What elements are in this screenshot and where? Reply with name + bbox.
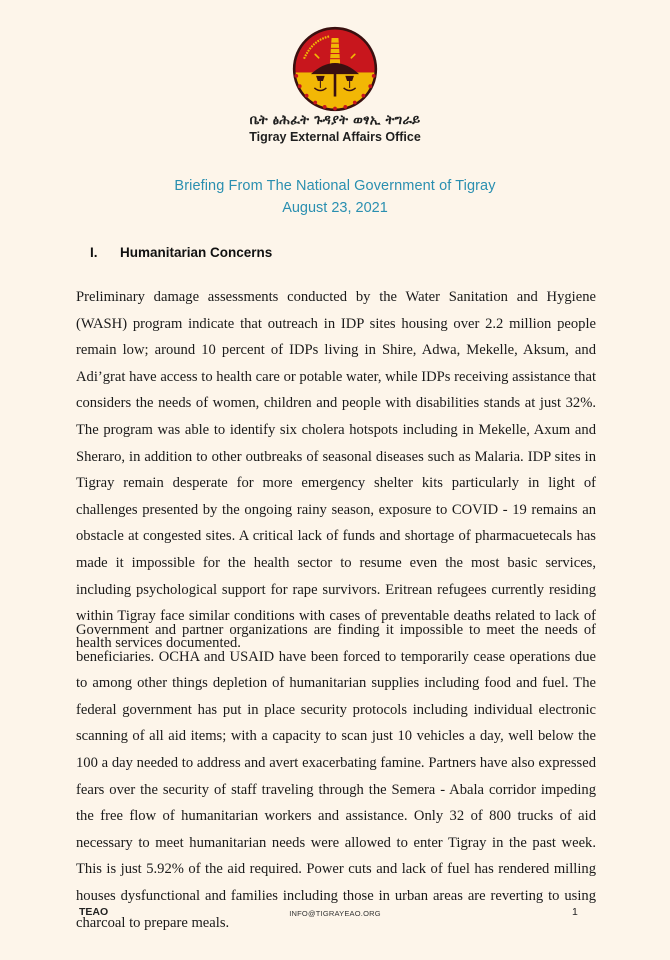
section-heading	[90, 245, 272, 260]
briefing-date: August 23, 2021	[282, 200, 388, 216]
org-name-amharic: ቤት ፅሕፈት ጉዳያት ወፃኢ ትግራይ	[249, 113, 421, 128]
body-paragraph-1: Preliminary damage assessments conducted by the Water Sanitation and Hygiene (WASH) program indicate that outreach in IDP sites housing over 2.2 million people remain low; around 10 percent of IDPs living in Shire, Adwa, Mekelle, Aksum, and Adi’grat have access to health care or potable water, while IDPs receiving assistance that considers the needs of women, children and people with disabilities stands at just 32%. The program was able to identify six cholera hotspots including in Mekelle, Axum and Sheraro, in addition to other outbreaks of seasonal diseases such as Malaria. IDP sites in Tigray remain desperate for more emergency shelter kits particularly in light of challenges presented by the ongoing rainy season, exposure to COVID - 19 remains an obstacle at congested sites. A critical lack of funds and shortage of pharmacuetecals has made it impossible for the health sector to resume even the most basic services, including psychological support for rape survivors. Eritrean refugees currently residing within Tigray face similar conditions with cases of preventable deaths related to lack of health services documented.	[76, 289, 596, 651]
briefing-title: Briefing From The National Government of Tigray	[174, 178, 496, 194]
section-title: Humanitarian Concerns	[120, 245, 273, 260]
org-name-english: Tigray External Affairs Office	[249, 130, 421, 144]
header-logo	[0, 26, 670, 112]
page-number: 1	[572, 906, 578, 918]
tigray-emblem-icon	[292, 26, 378, 112]
footer-org-abbrev: TEAO	[79, 906, 109, 918]
body-paragraph-2: Government and partner organizations are finding it impossible to meet the needs of beneficiaries. OCHA and USAID have been forced to temporarily cease operations due to among other things depletion of humanitarian supplies including food and fuel. The federal government has put in place security protocols including individual electronic scanning of all aid items; with a capacity to scan just 10 vehicles a day, well below the 100 a day needed to address and avert exacerbating famine. Partners have also expressed fears over the security of staff traveling through the Semera - Abala corridor impeding the free flow of humanitarian workers and assistance. Only 32 of 800 trucks of aid necessary to meet humanitarian needs were allowed to enter Tigray in the past week. This is just 5.92% of the aid required. Power cuts and lack of fuel has rendered milling houses dysfunctional and families including those in urban areas are reverting to using charcoal to prepare meals.	[76, 622, 596, 931]
section-number: I.	[90, 245, 98, 260]
footer-email-link[interactable]: INFO@TIGRAYEAO.ORG	[289, 909, 381, 918]
